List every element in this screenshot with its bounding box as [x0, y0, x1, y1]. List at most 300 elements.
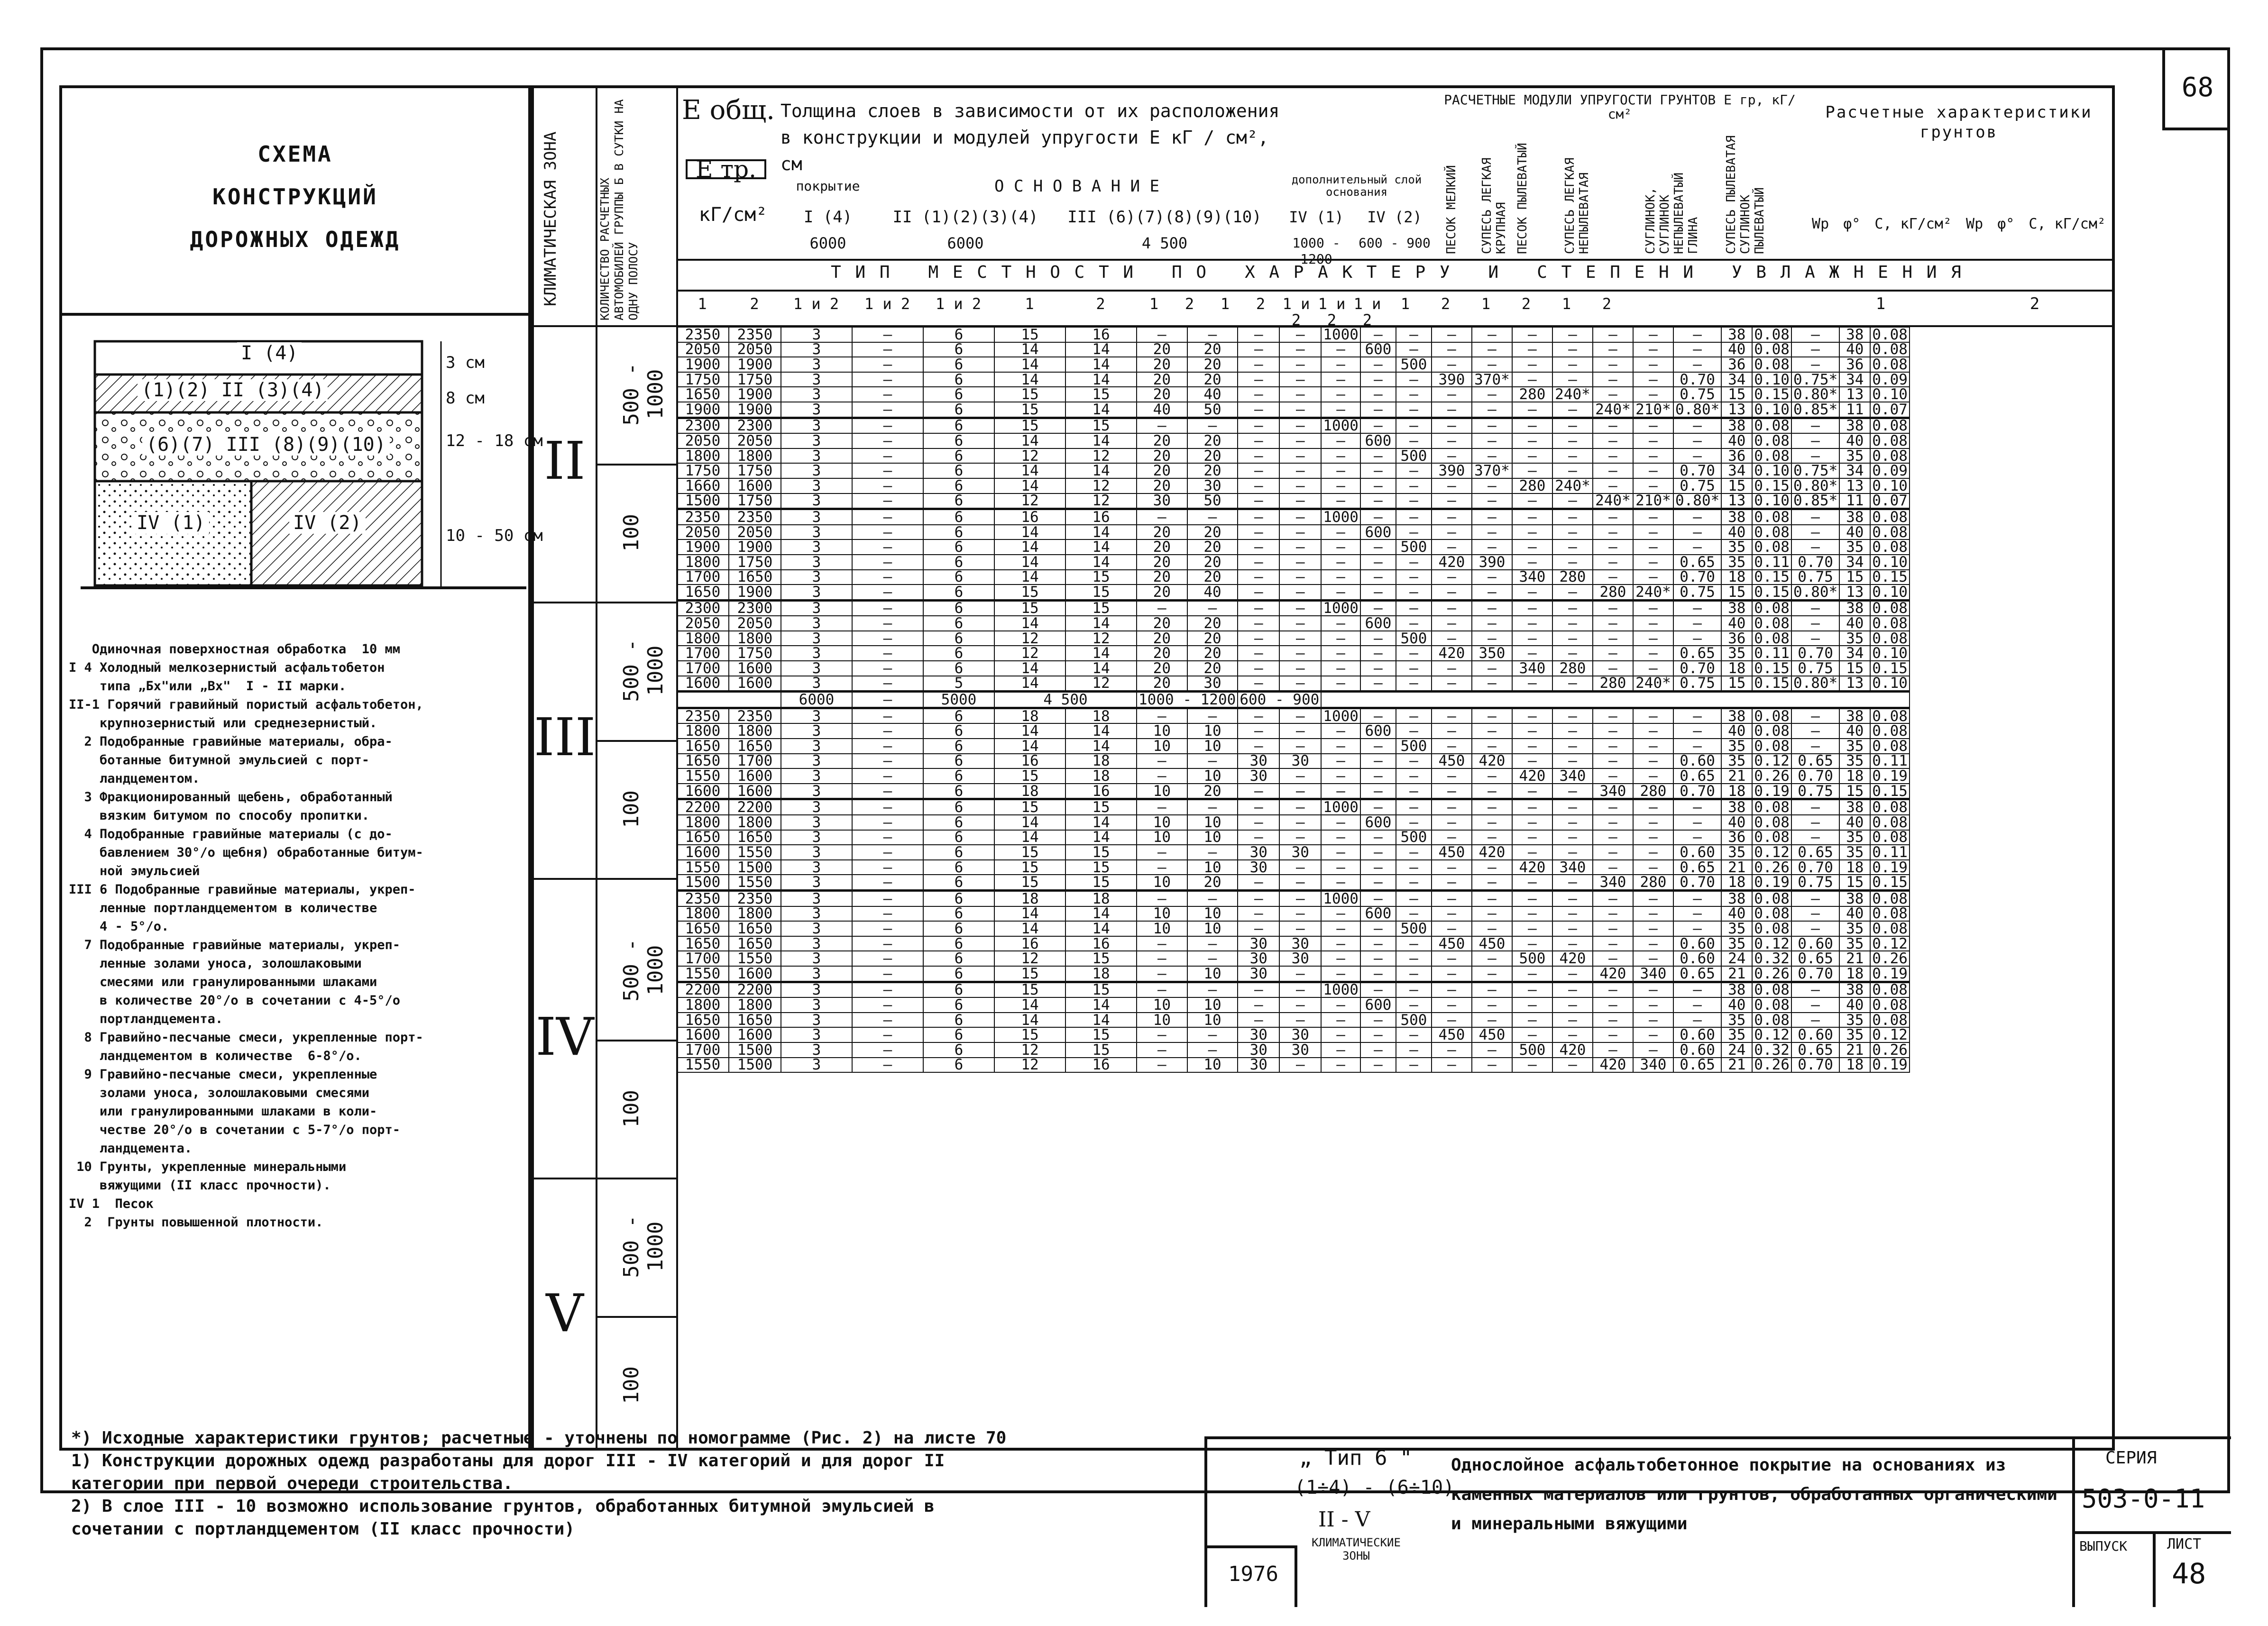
table-cell: — — [852, 372, 923, 387]
table-cell: 0.11 — [1752, 555, 1791, 570]
table-cell: 20 — [1137, 342, 1187, 357]
table-cell: 15 — [1721, 387, 1752, 402]
table-cell: 0.15 — [1870, 661, 1910, 676]
header-soil-moduli: РАСЧЕТНЫЕ МОДУЛИ УПРУГОСТИ ГРУНТОВ Е гр, кГ/см² — [1444, 92, 1796, 122]
table-cell: 390 — [1432, 372, 1472, 387]
table-cell: — — [1396, 845, 1432, 860]
header-pokrytie: покрытие — [796, 178, 860, 194]
table-cell: 21 — [1721, 1058, 1752, 1073]
table-cell: — — [1552, 1027, 1593, 1042]
table-cell: — — [1673, 890, 1721, 906]
table-cell: — — [1633, 327, 1673, 342]
table-cell: — — [1238, 525, 1279, 540]
table-cell: — — [1396, 570, 1432, 585]
table-cell: 12 — [994, 448, 1065, 464]
table-cell: 13 — [1839, 387, 1870, 402]
table-cell: 40 — [1839, 815, 1870, 830]
table-cell: 1750 — [677, 372, 729, 387]
table-cell: — — [1321, 493, 1360, 509]
header-layer-I: I (4) — [803, 208, 853, 227]
table-cell: — — [1360, 845, 1396, 860]
table-cell: 3 — [781, 966, 852, 982]
table-cell: 3 — [781, 739, 852, 754]
modulus-cell: 1000 - 1200 — [1137, 692, 1238, 708]
table-cell: — — [1552, 357, 1593, 372]
table-cell: 10 — [1187, 1013, 1238, 1028]
table-cell: 40 — [1839, 997, 1870, 1013]
table-cell: — — [1279, 493, 1321, 509]
table-cell: 10 — [1187, 966, 1238, 982]
table-cell: — — [1432, 661, 1472, 676]
table-cell: — — [1633, 754, 1673, 769]
table-cell: — — [1552, 600, 1593, 616]
table-cell: 1600 — [729, 784, 781, 799]
table-cell: 3 — [781, 387, 852, 402]
table-cell: — — [1791, 448, 1839, 464]
table-cell: 2300 — [677, 600, 729, 616]
table-cell: 35 — [1839, 921, 1870, 936]
table-cell: — — [1360, 875, 1396, 890]
table-cell: 38 — [1721, 982, 1752, 997]
table-cell: 0.32 — [1752, 1042, 1791, 1058]
table-cell: — — [1137, 327, 1187, 342]
table-cell: — — [1512, 997, 1552, 1013]
zone-iv-modulus-row — [677, 692, 1910, 708]
table-cell: — — [1279, 327, 1321, 342]
table-cell: 35 — [1721, 845, 1752, 860]
table-cell: — — [1432, 600, 1472, 616]
table-cell: 1750 — [729, 372, 781, 387]
table-cell: 6 — [923, 875, 994, 890]
col-number: 1 и 2 — [1353, 295, 1381, 329]
table-cell: 10 — [1137, 739, 1187, 754]
table-cell: 3 — [781, 1013, 852, 1028]
table-cell: — — [1512, 433, 1552, 448]
table-cell: — — [1279, 784, 1321, 799]
table-cell: 0.70 — [1791, 555, 1839, 570]
table-cell: — — [1321, 402, 1360, 418]
table-cell: 3 — [781, 890, 852, 906]
table-cell: — — [1238, 815, 1279, 830]
table-cell: 450 — [1432, 936, 1472, 951]
traffic-group-label: 500 - 1000 — [619, 363, 668, 426]
table-cell: — — [1633, 739, 1673, 754]
table-cell: — — [1321, 631, 1360, 646]
table-cell: — — [1396, 646, 1432, 661]
table-cell: — — [1360, 509, 1396, 525]
table-cell: 0.08 — [1752, 723, 1791, 739]
table-cell: — — [1472, 906, 1512, 922]
table-cell: 16 — [1065, 509, 1137, 525]
table-cell: — — [1396, 875, 1432, 890]
table-cell: 35 — [1721, 921, 1752, 936]
legend-line: портландцемента. — [69, 1012, 223, 1026]
table-cell: 0.60 — [1673, 754, 1721, 769]
table-cell: 420 — [1432, 555, 1472, 570]
table-cell: 0.08 — [1870, 799, 1910, 815]
table-cell: — — [1279, 661, 1321, 676]
table-cell: — — [1137, 1042, 1187, 1058]
table-cell: — — [1432, 616, 1472, 631]
table-cell: 38 — [1721, 418, 1752, 433]
table-cell: 2350 — [729, 327, 781, 342]
legend-line: 4 Подобранные гравийные материалы (с до- — [69, 827, 393, 841]
table-cell: — — [1593, 646, 1633, 661]
table-cell: — — [1593, 463, 1633, 478]
table-cell: 12 — [1065, 631, 1137, 646]
table-cell: 6 — [923, 723, 994, 739]
table-cell: 0.10 — [1870, 478, 1910, 493]
table-cell: 280 — [1512, 478, 1552, 493]
table-cell: — — [852, 478, 923, 493]
table-cell: 210* — [1633, 402, 1673, 418]
tb-year: 1976 — [1228, 1562, 1278, 1586]
table-cell: — — [852, 493, 923, 509]
table-cell: 0.70 — [1673, 784, 1721, 799]
table-cell: 14 — [1065, 539, 1137, 555]
table-cell: — — [1552, 327, 1593, 342]
table-cell: — — [1593, 433, 1633, 448]
table-cell: 3 — [781, 830, 852, 845]
table-cell: — — [1321, 1042, 1360, 1058]
table-cell: 0.70 — [1673, 661, 1721, 676]
table-row — [677, 966, 1910, 982]
table-cell: 1500 — [677, 875, 729, 890]
table-cell: 420 — [1472, 754, 1512, 769]
table-cell: — — [1472, 600, 1512, 616]
table-cell: 0.08 — [1752, 418, 1791, 433]
table-cell: 30 — [1238, 1042, 1279, 1058]
table-cell: — — [1432, 539, 1472, 555]
table-cell: — — [1512, 600, 1552, 616]
modulus-cell — [1321, 692, 1910, 708]
table-row — [677, 875, 1910, 890]
table-cell: — — [1512, 845, 1552, 860]
table-cell: 390 — [1432, 463, 1472, 478]
table-cell: — — [1396, 708, 1432, 723]
traffic-group-label: 100 — [619, 513, 643, 552]
table-cell: — — [1512, 1013, 1552, 1028]
table-cell: 12 — [1065, 448, 1137, 464]
table-cell: 38 — [1839, 327, 1870, 342]
traffic-group-label: 500 - 1000 — [619, 639, 668, 703]
table-cell: 0.60 — [1673, 1027, 1721, 1042]
table-cell: 2050 — [729, 616, 781, 631]
traffic-group-label: 100 — [619, 1366, 643, 1404]
table-cell: 30 — [1279, 1042, 1321, 1058]
table-cell: 6 — [923, 509, 994, 525]
table-cell: — — [1279, 921, 1321, 936]
table-cell: 40 — [1721, 906, 1752, 922]
table-cell: — — [1321, 525, 1360, 540]
table-cell: 0.08 — [1752, 525, 1791, 540]
table-cell: — — [1432, 418, 1472, 433]
table-cell: — — [852, 327, 923, 342]
col-number: 2 — [750, 295, 759, 313]
table-cell: 0.75 — [1791, 875, 1839, 890]
table-cell: 15 — [994, 768, 1065, 784]
table-cell: 0.08 — [1870, 890, 1910, 906]
table-cell: — — [1279, 723, 1321, 739]
table-cell: — — [1360, 676, 1396, 692]
table-cell: 14 — [994, 570, 1065, 585]
table-cell: — — [1321, 463, 1360, 478]
table-cell: 0.08 — [1870, 448, 1910, 464]
table-cell: 600 — [1360, 616, 1396, 631]
table-cell: — — [1432, 815, 1472, 830]
table-cell: 0.08 — [1870, 982, 1910, 997]
rule — [596, 740, 676, 742]
table-cell: — — [1633, 525, 1673, 540]
table-cell: — — [1238, 982, 1279, 997]
table-cell: 0.26 — [1752, 860, 1791, 875]
table-cell: — — [1187, 951, 1238, 966]
table-row — [677, 493, 1910, 509]
table-cell: 40 — [1721, 433, 1752, 448]
diagram-label-row1: I (4) — [237, 342, 302, 364]
table-cell: — — [1187, 845, 1238, 860]
col-number: 1 — [698, 295, 707, 313]
table-cell: 38 — [1839, 890, 1870, 906]
table-cell: — — [852, 845, 923, 860]
table-cell: 3 — [781, 327, 852, 342]
table-cell: 3 — [781, 906, 852, 922]
table-row — [677, 723, 1910, 739]
table-cell: 0.08 — [1752, 433, 1791, 448]
table-cell: — — [1396, 463, 1432, 478]
table-cell: 38 — [1839, 418, 1870, 433]
table-cell: — — [1633, 982, 1673, 997]
table-cell: 6 — [923, 1027, 994, 1042]
table-cell: — — [1396, 616, 1432, 631]
table-cell: — — [1512, 646, 1552, 661]
table-cell: — — [1238, 997, 1279, 1013]
table-cell: 0.11 — [1870, 754, 1910, 769]
table-cell: — — [1187, 982, 1238, 997]
table-cell: — — [1238, 739, 1279, 754]
table-cell: 35 — [1721, 646, 1752, 661]
table-cell: 1550 — [729, 845, 781, 860]
table-cell: — — [1552, 1013, 1593, 1028]
thickness-mark-3: 12 - 18 см — [446, 431, 543, 450]
table-cell: 40 — [1137, 402, 1187, 418]
table-cell: 16 — [1065, 936, 1137, 951]
table-cell: 0.08 — [1870, 357, 1910, 372]
modulus-cell: — — [852, 692, 923, 708]
table-cell: — — [1360, 463, 1396, 478]
table-cell: 0.08 — [1870, 433, 1910, 448]
table-cell: — — [1633, 539, 1673, 555]
table-cell: 1600 — [729, 478, 781, 493]
table-cell: — — [1432, 723, 1472, 739]
table-cell: 0.32 — [1752, 951, 1791, 966]
table-cell: 0.65 — [1673, 966, 1721, 982]
table-cell: — — [1321, 1027, 1360, 1042]
table-cell: 14 — [994, 921, 1065, 936]
table-cell: 15 — [1065, 570, 1137, 585]
table-cell: 0.10 — [1752, 402, 1791, 418]
table-cell: 20 — [1187, 646, 1238, 661]
table-cell: 420 — [1552, 951, 1593, 966]
table-cell: — — [1593, 997, 1633, 1013]
table-cell: 40 — [1839, 342, 1870, 357]
table-cell: 30 — [1238, 860, 1279, 875]
table-cell: — — [1552, 754, 1593, 769]
legend-line: ботанные битумной эмульсией с порт- — [69, 753, 369, 767]
table-cell: 2050 — [729, 433, 781, 448]
table-cell: 38 — [1721, 890, 1752, 906]
table-cell: — — [1432, 509, 1472, 525]
table-cell: 1750 — [729, 463, 781, 478]
legend-line: типа „Бх"или „Вх" I - II марки. — [69, 679, 347, 694]
table-cell: 18 — [1839, 860, 1870, 875]
table-cell: — — [1396, 906, 1432, 922]
table-cell: 3 — [781, 799, 852, 815]
table-cell: 15 — [1065, 1042, 1137, 1058]
table-cell: — — [1238, 723, 1279, 739]
table-cell: 0.08 — [1870, 815, 1910, 830]
table-cell: 35 — [1721, 754, 1752, 769]
table-cell: — — [852, 661, 923, 676]
table-row — [677, 357, 1910, 372]
col-number: 1 и 2 — [793, 295, 839, 313]
table-cell: — — [1593, 509, 1633, 525]
table-cell: — — [852, 799, 923, 815]
table-cell: — — [1432, 860, 1472, 875]
table-cell: 0.08 — [1752, 708, 1791, 723]
table-cell: — — [1360, 600, 1396, 616]
table-cell: — — [1396, 478, 1432, 493]
table-cell: — — [1396, 509, 1432, 525]
table-cell: 3 — [781, 600, 852, 616]
table-cell: 36 — [1721, 448, 1752, 464]
table-cell: — — [1633, 1013, 1673, 1028]
legend-line: вяжущими (II класс прочности). — [69, 1178, 331, 1193]
table-cell: — — [1472, 676, 1512, 692]
table-row — [677, 951, 1910, 966]
climatic-zone-label: III — [534, 706, 596, 767]
table-row — [677, 372, 1910, 387]
table-cell: — — [1137, 418, 1187, 433]
table-cell: — — [1472, 997, 1512, 1013]
table-cell: 1700 — [677, 646, 729, 661]
table-cell: — — [852, 815, 923, 830]
table-cell: — — [1552, 723, 1593, 739]
table-cell: 1600 — [729, 661, 781, 676]
table-cell: 6 — [923, 631, 994, 646]
table-cell: 34 — [1721, 463, 1752, 478]
table-cell: 3 — [781, 723, 852, 739]
table-cell: 0.08 — [1870, 539, 1910, 555]
table-cell: — — [1238, 357, 1279, 372]
table-cell: — — [1396, 966, 1432, 982]
table-cell: — — [1593, 815, 1633, 830]
table-cell: 0.09 — [1870, 372, 1910, 387]
table-cell: 6 — [923, 951, 994, 966]
table-cell: 3 — [781, 754, 852, 769]
scheme-title: СХЕМА КОНСТРУКЦИЙ ДОРОЖНЫХ ОДЕЖД — [190, 141, 401, 252]
table-cell: — — [1321, 342, 1360, 357]
table-cell: 35 — [1839, 1013, 1870, 1028]
table-cell: — — [1593, 616, 1633, 631]
table-cell: 15 — [1065, 418, 1137, 433]
table-cell: — — [1472, 1042, 1512, 1058]
table-cell: 600 — [1360, 342, 1396, 357]
table-cell: — — [1552, 676, 1593, 692]
table-cell: 2200 — [677, 982, 729, 997]
table-cell: 1750 — [729, 555, 781, 570]
table-cell: — — [1633, 1027, 1673, 1042]
table-cell: — — [1512, 676, 1552, 692]
table-cell: 21 — [1839, 951, 1870, 966]
table-cell: 15 — [1065, 845, 1137, 860]
table-cell: 6 — [923, 997, 994, 1013]
table-cell: — — [1360, 357, 1396, 372]
table-cell: 1650 — [677, 921, 729, 936]
table-cell: — — [1593, 418, 1633, 433]
table-cell: 0.65 — [1791, 951, 1839, 966]
table-cell: — — [1432, 875, 1472, 890]
table-cell: 36 — [1721, 830, 1752, 845]
table-cell: 280 — [1633, 784, 1673, 799]
diagram-label-row4b: IV (2) — [289, 512, 366, 534]
table-cell: 1000 — [1321, 982, 1360, 997]
table-cell: 500 — [1396, 631, 1432, 646]
table-cell: 35 — [1839, 845, 1870, 860]
legend-line: честве 20°/о в сочетании с 5-7°/о порт- — [69, 1123, 400, 1137]
table-cell: 15 — [1065, 982, 1137, 997]
header-soil-type-4: СУПЕСЬ ЛЕГКАЯ НЕПЫЛЕВАТАЯ — [1563, 157, 1591, 254]
table-cell: — — [1321, 936, 1360, 951]
table-cell: 10 — [1187, 739, 1238, 754]
table-cell: 12 — [1065, 493, 1137, 509]
table-cell: 1600 — [677, 676, 729, 692]
table-cell: — — [1396, 799, 1432, 815]
table-cell: — — [1238, 708, 1279, 723]
table-cell: — — [1137, 708, 1187, 723]
legend-line: или гранулированными шлаками в коли- — [69, 1104, 377, 1119]
table-cell: 340 — [1552, 860, 1593, 875]
table-cell: — — [1593, 906, 1633, 922]
legend-line: ленные золами уноса, золошлаковыми — [69, 956, 362, 971]
table-cell: — — [1633, 830, 1673, 845]
table-row — [677, 448, 1910, 464]
table-cell: — — [1321, 739, 1360, 754]
table-cell: 38 — [1721, 600, 1752, 616]
table-cell: — — [1321, 723, 1360, 739]
table-cell: — — [1791, 723, 1839, 739]
table-row — [677, 570, 1910, 585]
table-cell: — — [1360, 860, 1396, 875]
table-cell: 24 — [1721, 1042, 1752, 1058]
table-cell: 0.80* — [1791, 676, 1839, 692]
table-cell: 1700 — [729, 754, 781, 769]
table-cell: 34 — [1839, 463, 1870, 478]
table-cell: 40 — [1721, 342, 1752, 357]
table-cell: 0.08 — [1870, 1013, 1910, 1028]
table-cell: 0.70 — [1673, 372, 1721, 387]
table-cell: — — [1137, 966, 1187, 982]
table-cell: 420 — [1472, 845, 1512, 860]
table-cell: — — [1360, 708, 1396, 723]
table-cell: 340 — [1593, 875, 1633, 890]
table-cell: — — [1432, 387, 1472, 402]
table-cell: — — [1396, 327, 1432, 342]
table-row — [677, 342, 1910, 357]
table-cell: 18 — [1721, 875, 1752, 890]
header-mod-III: 4 500 — [1141, 234, 1188, 252]
table-cell: 3 — [781, 570, 852, 585]
